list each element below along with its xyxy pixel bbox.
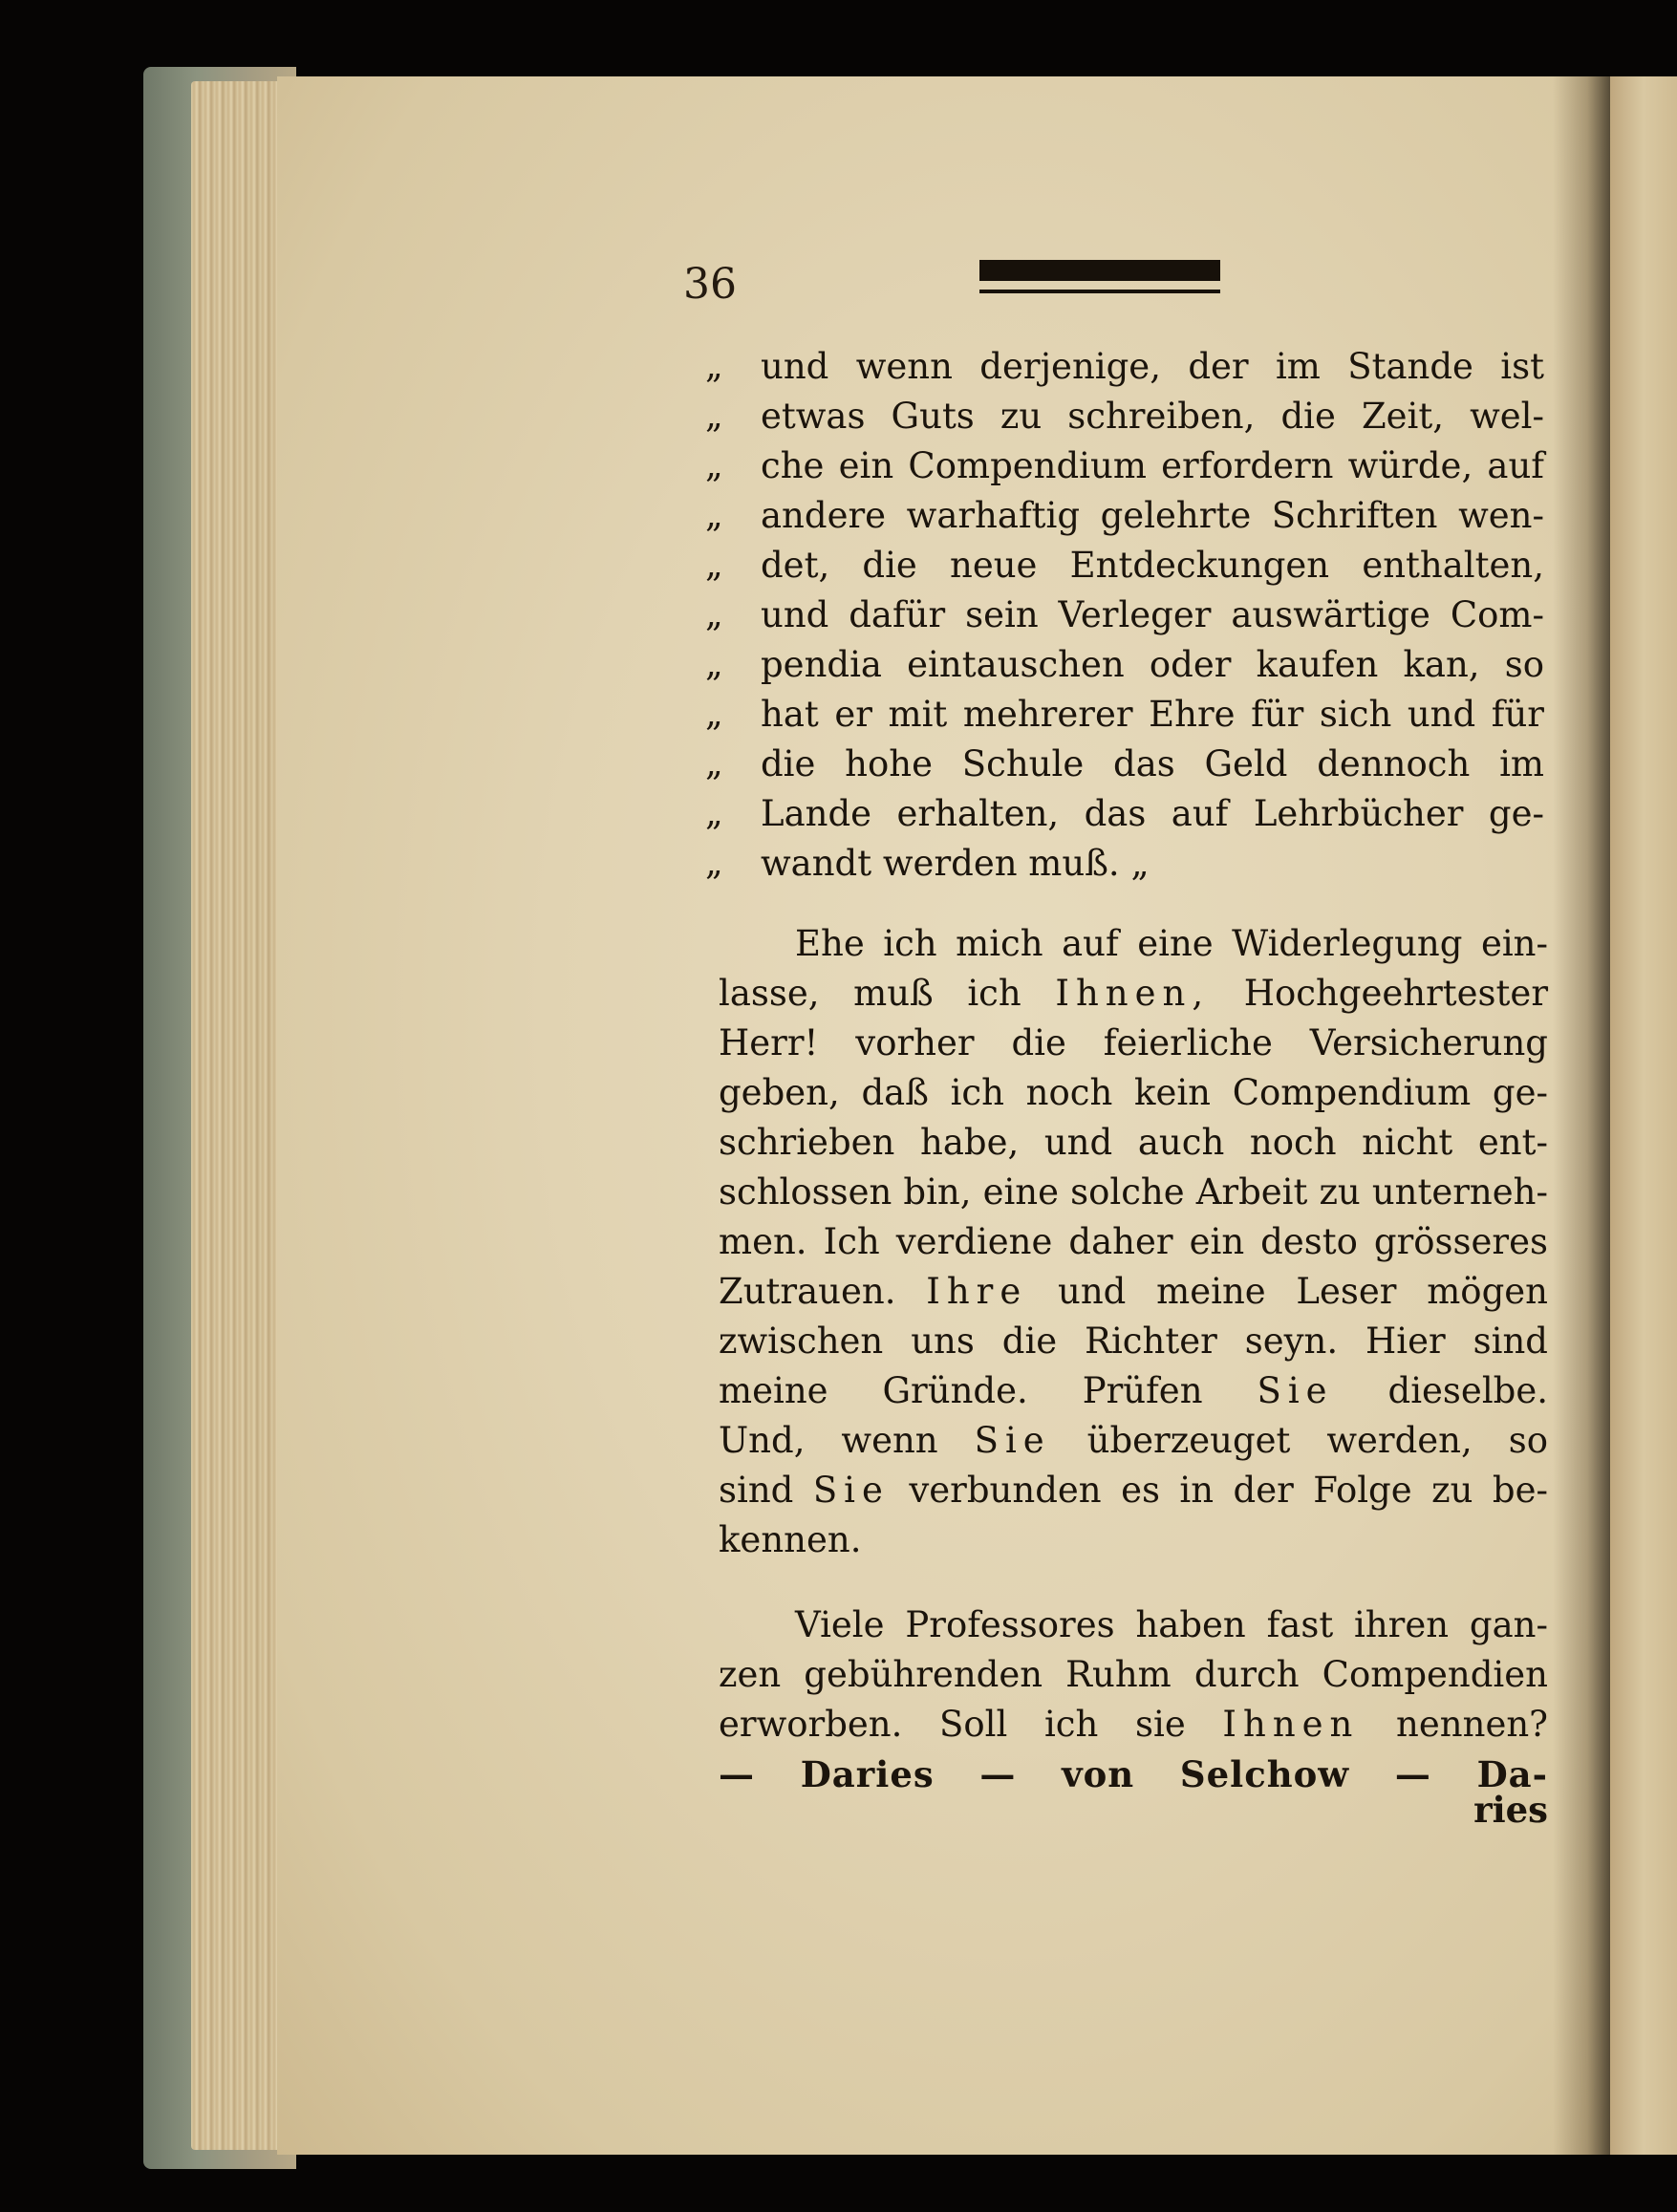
paragraph: [719, 1600, 1548, 1799]
text-line: zwischen uns die Richter seyn. Hier sind: [719, 1321, 1548, 1362]
quoted-passage: [761, 342, 1544, 889]
text-line: geben, daß ich noch kein Compendium ge-: [719, 1072, 1548, 1113]
quote-mark: „: [705, 347, 723, 386]
header-rule-thin: [979, 290, 1220, 293]
text-line: [719, 1700, 1548, 1750]
emphasized-word: Sie: [1257, 1370, 1334, 1411]
text-line: che ein Compendium erfordern würde, auf: [761, 445, 1544, 486]
text-span: erworben. Soll ich sie: [719, 1704, 1223, 1745]
text-line: zen gebührenden Ruhm durch Compendien: [719, 1654, 1548, 1695]
quote-mark: „: [705, 397, 723, 436]
quote-mark: „: [705, 794, 723, 833]
text-line: schlossen bin, eine solche Arbeit zu unterneh-: [719, 1171, 1548, 1213]
emphasized-word: Sie: [974, 1420, 1051, 1461]
emphasized-word: Sie: [812, 1470, 890, 1511]
quote-mark: „: [705, 546, 723, 585]
text-span: überzeuget werden, so: [1050, 1420, 1548, 1461]
text-span: verbunden es in der Folge zu be-: [889, 1470, 1548, 1511]
text-line: [719, 1267, 1548, 1317]
text-span: nennen?: [1359, 1704, 1549, 1745]
quote-mark: „: [705, 645, 723, 684]
text-line: hat er mit mehrerer Ehre für sich und für: [761, 694, 1544, 735]
catchword: ries: [1473, 1789, 1548, 1831]
text-line: pendia eintauschen oder kaufen kan, so: [761, 644, 1544, 685]
text-line: [719, 1416, 1548, 1466]
quote-mark: „: [705, 595, 723, 634]
text-span: Und, wenn: [719, 1420, 975, 1461]
text-line: die hohe Schule das Geld dennoch im: [761, 743, 1544, 784]
facing-page-edge: [1610, 76, 1677, 2155]
text-line: men. Ich verdiene daher ein desto grösseres: [719, 1221, 1548, 1262]
text-line: [719, 1466, 1548, 1515]
text-line: schrieben habe, und auch noch nicht ent-: [719, 1122, 1548, 1163]
text-line: [719, 1366, 1548, 1416]
text-span: lasse, muß ich: [719, 973, 1056, 1014]
quotation-marks-column: [705, 342, 743, 889]
header-rule-thick: [979, 260, 1220, 281]
quote-mark: „: [705, 446, 723, 485]
text-line: und wenn derjenige, der im Stande ist: [761, 346, 1544, 387]
page-number: 36: [683, 260, 737, 309]
text-span: Zutrauen.: [719, 1271, 927, 1312]
text-line: Viele Professores haben fast ihren gan-: [795, 1604, 1548, 1645]
text-span: Hochgeehrtester: [1210, 973, 1549, 1014]
page-gutter-shadow: [1553, 76, 1610, 2155]
emphasized-word: Ihre: [926, 1271, 1028, 1312]
text-line: etwas Guts zu schreiben, die Zeit, wel-: [761, 396, 1544, 437]
text-line: Ehe ich mich auf eine Widerlegung ein-: [795, 923, 1548, 964]
text-span: sind: [719, 1470, 813, 1511]
emphasized-word: Ihnen: [1222, 1704, 1360, 1745]
paragraph: [719, 919, 1548, 1565]
text-line: Herr! vorher die feierliche Versicherung: [719, 1022, 1548, 1063]
text-span: dieselbe.: [1333, 1370, 1548, 1411]
text-line: det, die neue Entdeckungen enthalten,: [761, 545, 1544, 586]
text-line: kennen.: [719, 1519, 862, 1560]
text-line: [719, 969, 1548, 1019]
quote-mark: „: [705, 496, 723, 535]
text-line: und dafür sein Verleger auswärtige Com-: [761, 594, 1544, 635]
emphasized-word: Ihnen,: [1055, 973, 1211, 1014]
text-line: wandt werden muß. „: [761, 843, 1150, 884]
text-line: andere warhaftig gelehrte Schriften wen-: [761, 495, 1544, 536]
quote-mark: „: [705, 844, 723, 883]
quote-mark: „: [705, 695, 723, 734]
quote-mark: „: [705, 744, 723, 784]
text-span: und meine Leser mögen: [1027, 1271, 1548, 1312]
text-line-names: — Daries — von Selchow — Da-: [719, 1753, 1548, 1795]
text-line: Lande erhalten, das auf Lehrbücher ge-: [761, 793, 1544, 834]
text-span: meine Gründe. Prüfen: [719, 1370, 1258, 1411]
